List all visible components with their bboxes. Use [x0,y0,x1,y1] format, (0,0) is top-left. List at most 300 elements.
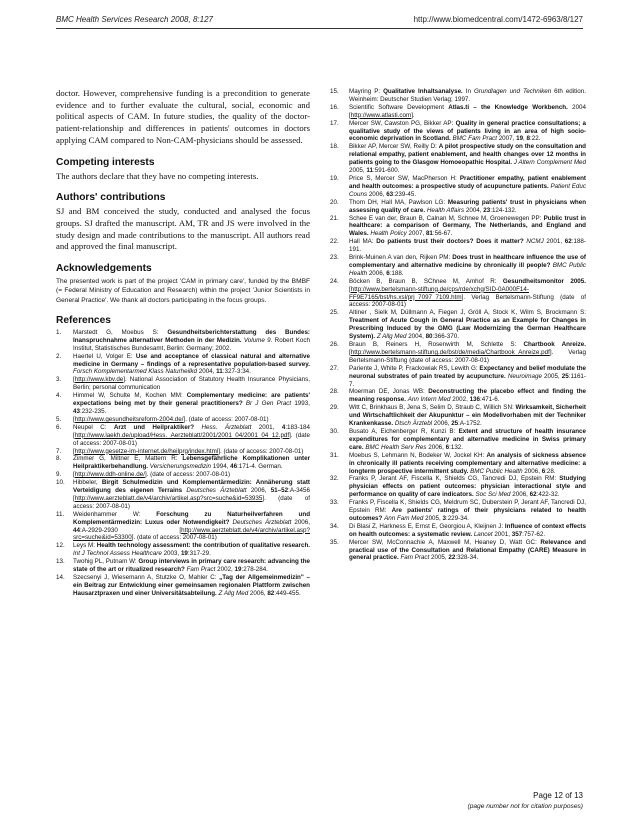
reference-text [349,523,586,539]
reference-title: Practitioner empathy, patient enablement and health outcomes: a prospective study of acupuncture patients. [349,174,586,190]
reference-source: Grundlagen und Techniken [473,88,552,95]
reference-number: 20. [330,198,339,206]
reference-item [330,499,586,523]
reference-item [330,365,586,389]
reference-fragment: 2001, [492,530,512,538]
reference-source: Volume 9 [243,336,271,344]
reference-fragment: Marstedt G, Moebus S: [73,328,168,336]
reference-item [56,455,310,471]
reference-number: 12. [56,542,65,550]
reference-number: 6. [56,423,62,431]
reference-item [330,428,586,452]
reference-source: Deutsches Ärzteblatt [186,487,247,495]
journal-url[interactable]: http://www.biomedcentral.com/1472-6963/8/127 [413,14,583,24]
reference-source: NCMJ [526,238,544,246]
reference-title: 6 [541,467,546,475]
reference-text [349,199,586,215]
acknowledgements-text: The presented work is part of the project 'CAM in primary care', funded by the BMBF (= Federal Ministry of Education and Research) within the project 'Junior Scientists in General Practice'. We thank all doctors participating in the focus groups. [56,278,310,304]
reference-link[interactable]: http://www.ddh-online.de/ [74,471,145,479]
reference-item [56,471,310,479]
reference-title: 63 [386,190,394,198]
reference-text [349,175,586,199]
reference-title: 19 [180,550,188,558]
reference-text [73,329,310,353]
reference-fragment: 2002, [215,566,235,574]
reference-title: 25 [561,372,569,380]
reference-number: 28. [330,388,339,396]
reference-fragment: :22. [530,135,541,143]
reference-fragment: Neupel C: [73,423,114,431]
reference-number: 32. [330,475,339,483]
reference-fragment: Weidenhammer W: [73,510,157,518]
reference-fragment: [ [73,447,75,455]
reference-fragment: 2004, [197,368,217,376]
reference-number: 31. [330,451,339,459]
reference-number: 30. [330,427,339,435]
reference-item [330,199,586,215]
reference-fragment: Mercer SW, McConnachie A, Maxwell M, Heaney D, Watt GC: [349,538,541,546]
reference-item [330,341,586,365]
reference-item [330,88,586,104]
reference-item [330,238,586,254]
reference-fragment: ]. (date of access: 2007-08-01) [144,471,231,479]
reference-title: Complementary medicine: are patients' expectations being met by their general practitioners? [73,392,310,408]
reference-title: Atlas.ti – the Knowledge Workbench. [448,103,568,111]
reference-fragment: [ [349,285,351,293]
references-list-left [56,329,310,598]
reference-fragment: 2006, [367,269,387,277]
reference-source: Health Affairs [426,206,465,214]
reference-text [349,388,586,404]
reference-title: Do patients trust their doctors? Does it matter? [376,238,524,246]
reference-fragment: :449-455. [274,589,301,597]
reference-title: 3 [442,514,446,522]
reference-item [330,309,586,341]
references-list-right [330,88,586,562]
reference-fragment: :188. [389,269,404,277]
reference-fragment: [ [73,471,75,479]
reference-fragment: :591-600. [373,167,400,175]
reference-fragment: Himmel W, Schulte M, Kochen MM: [73,392,187,400]
reference-title: 23 [483,206,491,214]
reference-fragment: :366-370. [432,333,459,341]
reference-fragment: ]. [411,111,415,119]
reference-fragment: ]. (date of access: 2007-08-01) [73,494,310,510]
reference-title: 51–52 [270,487,289,495]
reference-title: Use and acceptance of classical natural and alternative medicine in Germany – findings of a representative population-based survey. [73,352,310,368]
reference-source: Versicherungsmedizin [149,463,212,471]
reference-fragment: :A-1752. [458,420,482,428]
reference-number: 7. [56,447,62,455]
reference-number: 13. [56,558,65,566]
reference-fragment: :188-191. [349,238,586,254]
reference-fragment: Moerman DE, Jonas WB: [349,388,429,396]
reference-text [349,238,586,254]
reference-source: Dtsch Ärztebl [394,420,433,428]
reference-title: Chartbook Anreize. [523,341,586,348]
reference-fragment: Moebus S, Lehmann N, Bodeker W, Jockel KH: [349,451,487,459]
reference-fragment: 2006, [246,487,271,495]
reference-fragment: 2007, [406,230,426,238]
reference-number: 2. [56,352,62,360]
reference-title: 4 [281,423,286,431]
reference-fragment: Leys M: [73,542,97,550]
reference-fragment: 2004, [464,206,484,214]
reference-fragment: 2001, [251,423,282,431]
reference-item [330,388,586,404]
reference-item [56,416,310,424]
reference-link[interactable]: http://www.kbv.de [74,376,124,384]
reference-item [56,353,310,377]
reference-fragment: Böcken B, Braun B, SChnee M, Amhof R: [349,277,503,285]
reference-fragment: 2004, [406,333,426,341]
reference-title: Quality in general practice consultations; a qualitative study of the views of patients living in an area of high socio-economic deprivation in Scotland. [349,119,586,143]
reference-number: 23. [330,254,339,262]
acknowledgements-heading: Acknowledgements [56,263,152,275]
reference-fragment: ]. (date of access: 2007-08-01) [183,415,269,423]
reference-fragment: :317-29. [187,550,211,558]
reference-fragment: ]. (date of access: 2007-08-01) [218,447,304,455]
reference-number: 21. [330,214,339,222]
reference-title: 6 [445,443,450,451]
reference-fragment: :171-4. German. [237,463,283,471]
reference-number: 16. [330,103,339,111]
reference-fragment: ]. National Association of Statutory Health Insurance Physicians, Berlin; personal communication [73,376,310,392]
reference-title: Extent and structure of health insurance expenditures for complementary and alternative medicine in Swiss primary care. [349,427,586,451]
reference-link[interactable]: http://www.bertelsmann-stiftung.de/bst/de/media/Chartbook_Anreize.pdf [350,348,550,356]
reference-fragment: :183-184 [ [73,423,310,439]
reference-link[interactable]: http://www.aerzteblatt.de/v4/archiv/artikel.asp?src=suche&id=53935 [74,494,263,502]
reference-title: 43 [73,407,80,415]
reference-source: Health Policy [370,230,407,238]
reference-title: 136 [469,396,481,404]
reference-text [73,574,310,598]
reference-text [73,455,310,471]
reference-number: 8. [56,455,62,463]
reference-text [349,104,586,120]
reference-number: 25. [330,309,339,317]
reference-fragment: 2006, [522,467,542,475]
reference-item [56,574,310,598]
reference-fragment: Hall MA: [349,238,377,246]
reference-fragment: Haertel U, Volger E: [73,352,136,360]
reference-item [56,542,310,558]
reference-fragment: [ [349,348,351,356]
reference-fragment: 2001, [543,238,565,246]
reference-fragment: 1994, [211,463,231,471]
reference-item [330,175,586,199]
reference-text [73,448,310,456]
reference-text [349,404,586,428]
journal-citation: BMC Health Services Research 2008, 8:127 [56,14,213,24]
reference-title: 11 [216,368,223,376]
reference-fragment: 2006, [432,420,452,428]
reference-fragment: 2004 [ [349,103,587,119]
reference-item [56,558,310,574]
reference-fragment: Franks P, Fiscella K, Shields CG, Meldrum SC, Duberstein P, Jerant AF, Tancredi DJ, Epstein RM: [349,499,586,515]
reference-text [73,511,310,543]
reference-title: Wirksamkeit, Sicherheit und Wirtschaftlichkeit der Akupunktur – ein Modellvorhaben mit der Techniker Krankenkasse. [349,404,586,428]
reference-fragment: Franks P, Jerant AF, Fiscella K, Shields CG, Tancredi DJ, Epstein RM: [349,475,560,483]
reference-title: Public trust in healthcare: a comparison of Germany, The Netherlands, and England and Wales. [349,214,587,238]
reference-fragment: 2006, [426,443,446,451]
reference-number: 35. [330,538,339,546]
reference-text [73,392,310,416]
reference-fragment: Altiner , Sielk M, Düllmann A, Fiegen J, Gröll A, Stock K, Wilm S, Brockmann S: [349,309,586,317]
reference-title: Lebensgefährliche Komplikationen unter Heilpraktikerbehandlung. [73,455,310,471]
reference-fragment: Busato A, Eichenberger R, Kunzi B: [349,427,459,435]
reference-text [349,365,586,389]
reference-item [330,215,586,239]
reference-source: Ann Intern Med [407,396,451,404]
reference-title: 11 [366,167,373,175]
reference-text [349,309,586,341]
reference-title: 357 [511,530,523,538]
reference-fragment: Zimmer G, Miltner E, Mattern R: [73,455,183,463]
reference-title: Measuring patients' trust in physicians when assessing quality of care. [349,198,587,214]
reference-link[interactable]: http://www.atlasti.com [350,111,412,119]
reference-number: 29. [330,404,339,412]
reference-text [349,88,586,104]
reference-source: Int J Technol Assess Healthcare [73,550,162,558]
reference-number: 17. [330,119,339,127]
reference-title: 62 [564,238,572,246]
reference-text [73,479,310,511]
reference-link[interactable]: http://www.aerzteblatt.de/v4/archiv/artikel.asp?src=suche&id=53300 [73,526,310,542]
reference-source: Neuroimage [507,372,542,380]
reference-fragment: In [462,88,474,95]
reference-title: 62 [529,491,537,499]
reference-fragment: ]. (date of access: 2007-08-01) [131,534,217,542]
reference-title: Influence of context effects on health outcomes: a systematic review. [349,522,586,538]
reference-fragment: . Robert Koch Institut, Statistisches Bundesamt, Berlin: Germany; 2002. [73,336,310,352]
reference-fragment: Braun B, Reiners H, Rosenwirth M, Schlette S: [349,341,524,348]
body-paragraph: doctor. However, comprehensive funding is a precondition to generate evidence and to further evaluate the cultural, social, economic and political aspects of CAM. In future studies, the quality of the doctor-patient-relationship and differences in patients' outcomes in doctors applying CAM compared to Non-CAM-physicians should be assessed. [56,88,310,145]
reference-fragment: ]. (date of access: 2007-08-01) [73,431,310,447]
reference-text [73,542,310,558]
reference-title: A pilot prospective study on the consultation and relational empathy, patient enablement, and health changes over 12 months in patients going to the Glasgow Homoeopathic Hospital. [349,143,586,167]
reference-fragment: 1993, [291,400,310,408]
reference-fragment: 2006, [510,491,530,499]
reference-title: Studying physician effects on patient outcomes: physician interactional style and performance on quality of care indicators. [349,475,586,499]
reference-text [349,120,586,144]
reference-item [56,424,310,448]
reference-source: Forsch Komplementarmed Klass Naturheilkd [73,368,198,376]
reference-number: 15. [330,88,339,95]
reference-title: Deconstructing the placebo effect and finding the meaning response. [349,388,587,404]
reference-text [349,143,586,175]
reference-item [330,404,586,428]
competing-interests-text: The authors declare that they have no competing interests. [56,170,259,181]
reference-fragment: 2007, [496,135,517,143]
reference-fragment: 2006, [367,190,387,198]
reference-number: 10. [56,479,65,487]
reference-text [73,424,310,448]
authors-contributions-heading: Authors' contributions [56,192,166,204]
reference-source: Z Allg Med [376,333,407,341]
reference-number: 5. [56,415,62,423]
reference-item [330,143,586,175]
reference-fragment: 2005, [429,554,449,562]
reference-source: Lancet [473,530,493,538]
reference-source: Soc Sci Med [475,491,511,499]
reference-item [330,254,586,278]
reference-fragment: 2005, [541,372,562,380]
reference-source: Fam Pract [186,566,216,574]
reference-title: 44 [73,526,80,534]
reference-link[interactable]: http://www.bertelsmann-stiftung.de/cps/rde/xchg/SID-0A000F14-FF9E7165/bst/hs.xsl/prj_7097_7109.htm [349,285,529,301]
reference-source: Br J Gen Pract [245,400,292,408]
reference-fragment: Pariente J, White P, Frackowiak RS, Lewith G: [349,364,480,372]
reference-item [330,104,586,120]
reference-title: Group interviews in primary care research: advancing the state of the art or ritualized research? [73,558,310,574]
reference-fragment: , [523,135,527,143]
reference-text [349,539,586,563]
reference-title: „Tag der Allgemeinmedizin" – ein Beitrag zur Entwicklung einer gemeinsamen regionalen Plattform zwischen Hausarztpraxen und einer Universitätsabteilung. [73,574,310,597]
reference-fragment: :1161-7. [349,372,586,388]
reference-title: Treatment of Acute Cough in General Practice as an Example for Changes in Prescribing Induced by the GMG (Law Modernizing the German Healthcare System). [349,317,586,341]
reference-fragment: :232-235. [79,407,107,415]
reference-title: 22 [448,554,456,562]
reference-fragment: :757-62. [522,530,546,538]
reference-number: 3. [56,376,62,384]
reference-item [56,392,310,416]
page-header [56,12,583,26]
reference-fragment: 2006, [291,518,310,526]
reference-fragment: Bikker AP, Mercer SW, Reilly D: [349,143,439,151]
reference-text [73,376,310,392]
reference-fragment: Di Blasi Z, Harkness E, Ernst E, Georgiou A, Kleijnen J: [349,522,505,530]
reference-number: 4. [56,392,62,400]
reference-source: Hess. Ärzteblatt [201,423,252,431]
reference-item [330,120,586,144]
reference-fragment: :124-132. [490,206,517,214]
reference-fragment: [ [73,376,75,384]
page-number-note: (page number not for citation purposes) [467,803,583,810]
authors-contributions-text: SJ and BM conceived the study, conducted and analysed the focus groups. SJ drafted the manuscript. AM, TR and JS were involved in the study design and made contributions to the manuscript. All authors read and approved the final manuscript. [56,206,310,252]
reference-item [56,448,310,456]
reference-fragment: :56-67. [432,230,453,238]
reference-fragment: [ [73,415,75,423]
reference-fragment: 2003, [161,550,181,558]
reference-title: Birgit Schulmedizin und Komplementärmedizin: Annäherung statt Verteidigung des eigenen Terrains [73,479,310,495]
reference-fragment: Brink-Muinen A van den, Rijken PM: [349,254,453,262]
reference-link[interactable]: http://www.gesundheitsreform-2004.de/ [74,415,184,423]
reference-number: 22. [330,238,339,246]
reference-item [56,479,310,511]
reference-number: 1. [56,328,62,336]
reference-text [349,215,586,239]
header-rule [56,28,583,29]
reference-item [56,329,310,353]
reference-text [349,278,586,310]
reference-number: 34. [330,522,339,530]
reference-number: 19. [330,174,339,182]
reference-title: Arzt und Heilpraktiker? [113,423,195,431]
reference-title: Gesundheitsberichterstattung des Bundes: Inanspruchnahme alternativer Methoden in der Medizin. [73,328,311,344]
reference-fragment: :239-45. [393,190,417,198]
reference-fragment: Szecsenyi J, Wiesemann A, Stutzke O, Mahler C: [73,574,220,582]
reference-source: Deutsches Ärzteblatt [232,518,292,526]
reference-title: Are patients' ratings of their physicians related to health outcomes? [349,507,586,522]
reference-text [73,558,310,574]
reference-text [349,428,586,452]
reference-number: 33. [330,499,339,507]
reference-title: 82 [267,589,275,597]
reference-title: 19 [516,135,524,143]
reference-number: 11. [56,510,65,518]
reference-title: Qualitative Inhaltsanalyse. [383,88,463,95]
reference-fragment: ]. Verlag Bertelsmann-Stiftung (date of access: 2007-08-01) [349,293,586,309]
reference-text [73,416,310,424]
reference-link[interactable]: http://www.laekh.de/upload/Hess._Aerzteblatt/2001/2001_04/2001_04_12.pdf [74,431,290,439]
reference-source: Z Allg Med [218,589,249,597]
reference-item [56,511,310,543]
reference-text [349,452,586,476]
page-number: Page 12 of 13 [533,791,583,800]
reference-fragment: :471-6. [480,396,500,404]
reference-number: 24. [330,277,339,285]
right-column [330,88,586,562]
reference-title: 80 [425,333,433,341]
reference-fragment: ]. Verlag Bertelsmann-Stiftung (date of access: 2007-08-01) [349,348,586,364]
reference-title: 6 [386,269,390,277]
reference-item [330,452,586,476]
reference-fragment: Thom DH, Hall MA, Pawlson LG: [349,198,448,206]
reference-title: Forschung zu Naturheilverfahren und Komplementärmedizin: Luxus oder Notwendigkeit? [73,510,311,526]
reference-source: BMC Health Serv Res [365,443,427,451]
reference-fragment: 2005, [423,514,443,522]
reference-title: Health technology assessment: the contribution of qualitative research. [96,542,310,550]
reference-title: Gesundheitsmonitor 2005. [502,277,586,285]
left-column [56,88,310,598]
reference-fragment: :278-284. [241,566,268,574]
reference-number: 27. [330,364,339,372]
reference-fragment: Witt C, Brinkhaus B, Jena S, Selim D, Straub C, Willich SN: [349,404,516,412]
reference-text [73,353,310,377]
reference-fragment: Mercer SW, Cawston PG, Bikker AP: [349,119,456,127]
reference-fragment: Twohig PL, Putnam W: [73,558,139,566]
reference-item [330,523,586,539]
reference-fragment: :A-2929-2930 [ [79,526,182,534]
reference-number: 9. [56,471,62,479]
references-heading: References [56,314,111,326]
reference-fragment: :A-3456 [ [73,487,310,502]
reference-fragment: Mayring P: [349,88,384,95]
reference-item [330,475,586,499]
reference-fragment: :229-34. [445,514,469,522]
reference-number: 26. [330,341,339,348]
reference-link[interactable]: http://www.gesetze-im-internet.de/heilprg/index.html [74,447,219,455]
reference-title: Relevance and practical use of the Consultation and Relational Empathy (CARE) Measure in general practice. [349,538,586,562]
reference-source: Fam Pract [400,554,430,562]
reference-fragment: 2006, [248,589,268,597]
reference-fragment: Price S, Mercer SW, MacPherson H: [349,174,460,182]
reference-title: An analysis of sickness absence in chronically ill patients receiving complementary and alternative medicine: a longterm prospective intermittent study. [349,451,586,475]
reference-fragment: :422-32. [536,491,560,499]
reference-source: Patient Educ Couns [349,182,587,198]
reference-text [349,341,586,365]
reference-fragment: Hibbeler, [73,479,102,487]
reference-text [349,499,586,523]
reference-title: 19 [234,566,242,574]
reference-number: 14. [56,574,65,582]
reference-fragment [194,424,201,431]
reference-source: BMC Public Health [349,261,586,277]
reference-text [349,254,586,278]
reference-item [330,539,586,563]
reference-fragment: :327-3:34. [222,368,251,376]
